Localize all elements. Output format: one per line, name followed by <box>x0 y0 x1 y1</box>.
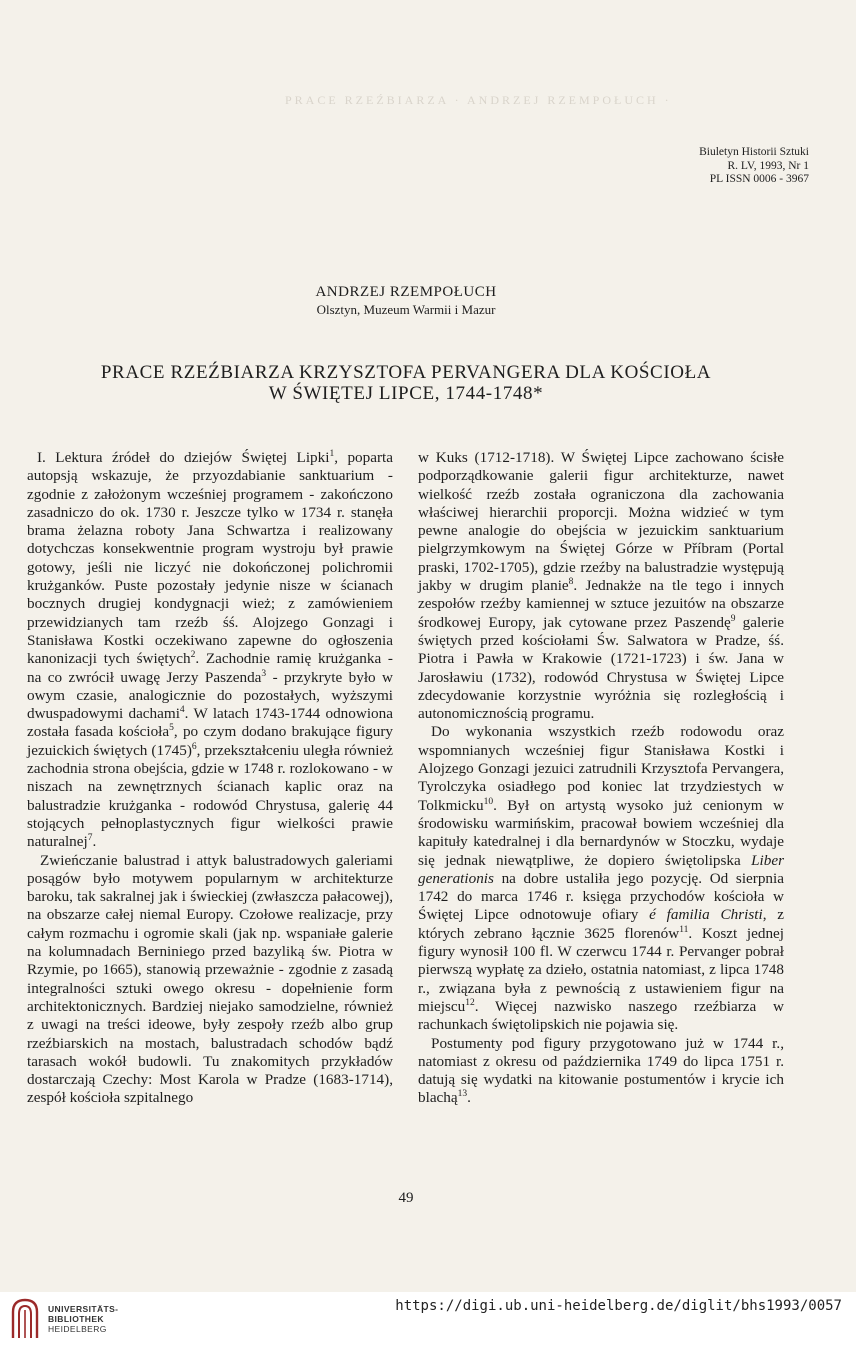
library-name-line-1: UNIVERSITÄTS- <box>48 1304 119 1314</box>
bleed-through-text: PRACE RZEŹBIARZA · ANDRZEJ RZEMPOŁUCH · <box>285 93 672 107</box>
journal-volume: R. LV, 1993, Nr 1 <box>727 159 809 172</box>
paragraph: Do wykonania wszystkich rzeźb rodowodu oraz wspomnianych wcześniej figur Stanisława Kostki i Alojzego Gonzagi jezuici zatrudnili Krzysztofa Pervangera, Tyrolczyka osiadłego pod koniec lat trzydziestych w Tolkmicku$^{10}$. Był on artystą wysoko już cenionym w środowisku warmińskim, pracował bowiem wcześniej dla kapituły katedralnej i dla bernardynów w Stoczku, wydaje się jednak niewątpliwe, że dopiero świętolipska Liber generationis na dobre ustaliła jego pozycję. Od sierpnia 1742 do marca 1746 r. księga przychodów kościoła w Świętej Lipce odnotowuje ofiary é familia Christi, z których zebrano łącznie 3625 florenów$^{11}$. Koszt jednej figury wynosił 100 fl. W czerwcu 1744 r. Pervanger pobrał pierwszą wypłatę za dzieło, ostatnia natomiast, z lipca 1748 r., związana była z pewnością z ustawieniem figur na miejscu$^{12}$. Więcej nazwisko naszego rzeźbiarza w rachunkach świętolipskich nie pojawia się. <box>418 723 784 1034</box>
library-name-line-2: BIBLIOTHEK <box>48 1314 104 1324</box>
library-logo-icon <box>10 1296 40 1340</box>
footnote-ref: 4 <box>179 705 185 716</box>
library-name-line-3: HEIDELBERG <box>48 1324 107 1334</box>
paragraph: Postumenty pod figury przygotowano już w 1744 r., natomiast z okresu od października 1749 do lipca 1751 r. datują się wydatki na kitowanie postumentów i krycie ich blachą$^{13}$. <box>418 1034 784 1107</box>
footnote-ref: 7 <box>87 833 93 844</box>
footnote-ref: 5 <box>169 723 174 734</box>
page-number: 49 <box>398 1190 414 1206</box>
library-name <box>48 1304 118 1334</box>
footnote-ref: 8 <box>568 577 574 588</box>
journal-issn: PL ISSN 0006 - 3967 <box>709 173 809 185</box>
journal-title: Biuletyn Historii Sztuki <box>699 146 809 158</box>
footnote-ref: 10 <box>483 796 494 807</box>
footnote-ref: 13 <box>457 1089 468 1100</box>
footnote-ref: 12 <box>465 997 475 1008</box>
article-title <box>0 362 812 404</box>
paragraph: w Kuks (1712-1718). W Świętej Lipce zachowano ścisłe podporządkowanie galerii figur architekturze, nawet wielkość rzeźb została ograniczona dla zachowania właściwej hierarchii proporcji. Można widzieć w tym pewne analogie do obejścia w jezuickim sanktuarium pielgrzymkowym na Świętej Górze w Příbram (Portal praski, 1702-1705), gdzie rzeźby na balustradzie występują jakby w drugim planie$^8$. Jednakże na tle tego i innych zespołów rzeźby kamiennej w sztuce jezuitów na obszarze środkowej Europy, jak cytowane przez Paszendę$^9$ galerie świętych przed kościołami Św. Salwatora w Pradze, śś. Piotra i Pawła w Krakowie (1721-1723) i św. Jana w Jarosławiu (1732), rodowód Chrystusa w Świętej Lipce zdecydowanie korzystnie wyróżnia się rozległością i autonomicznością programu. <box>418 449 784 723</box>
footnote-ref: 2 <box>190 650 196 661</box>
journal-info <box>589 146 809 187</box>
author-affiliation: Olsztyn, Muzeum Warmii i Mazur <box>316 302 496 317</box>
footnote-ref: 11 <box>679 924 689 935</box>
title-line-2: W ŚWIĘTEJ LIPCE, 1744-1748* <box>268 383 544 404</box>
text-column-left <box>27 449 393 1108</box>
footnote-ref: 6 <box>191 741 197 752</box>
paragraph: I. Lektura źródeł do dziejów Świętej Lipki$^1$, poparta autopsją wskazuje, że przyozdabianie sanktuarium - zgodnie z założonym wcześniej programem - zakończono zasadniczo do ok. 1730 r. Jeszcze tylko w 1734 r. stanęła brama żelazna roboty Jana Schwartza i realizowany dotychczas konsekwentnie program wystroju był prawie gotowy, jeśli nie liczyć nie dokończonej polichromii krużganków. Puste pozostały jedynie nisze w ścianach bocznych drugiej kondygnacji wież; z zamówieniem przewidzianych tam rzeźb śś. Alojzego Gonzagi i Stanisława Kostki oczekiwano zapewne do ogłoszenia kanonizacji tych świętych$^2$. Zachodnie ramię krużganka - na co zwrócił uwagę Jerzy Paszenda$^3$ - przykryte było w owym czasie, analogicznie do pozostałych, wyższymi dwuspadowymi dachami$^4$. W latach 1743-1744 odnowiona została fasada kościoła$^5$, po czym dodano brakujące figury jezuickich świętych $(1745)^6$, przekształceniu uległa również zachodnia strona obejścia, gdzie w 1748 r. rozlokowano - w niszach na zewnętrznych ścianach kaplic oraz na balustradzie krużganka - rodowód Chrystusa, galerię 44 stojących pełnoplastycznych figur wielkości prawie naturalnej$^7$. <box>27 449 394 851</box>
footnote-ref: 1 <box>329 449 335 459</box>
author-name: ANDRZEJ RZEMPOŁUCH <box>315 284 497 300</box>
title-line-1: PRACE RZEŹBIARZA KRZYSZTOFA PERVANGERA DLA KOŚCIOŁA <box>100 362 712 383</box>
footnote-ref: 3 <box>261 668 267 679</box>
source-url-link[interactable]: https://digi.ub.uni-heidelberg.de/diglit/bhs1993/0057 <box>395 1298 842 1314</box>
text-column-right <box>418 449 784 1108</box>
footnote-ref: 9 <box>730 613 736 624</box>
paragraph: Zwieńczanie balustrad i attyk balustradowych galeriami posągów było motywem popularnym w architekturze baroku, tak sakralnej jak i świeckiej (zwłaszcza pałacowej), na obszarze całej niemal Europy. Czołowe realizacje, przy całym rozmachu i ogromie skali (jak np. wspaniałe galerie na kolumnadach Berniniego przed bazyliką św. Piotra w Rzymie, po 1665), stanowią przeważnie - zgodnie z zasadą integralności sztuki owego okresu - dopełnienie form architektonicznych. Bardziej niejako samodzielne, również z uwagi na treści ideowe, były zespoły rzeźb albo grup rzeźbiarskich na mostach, balustradach schodów bądź tarasach wokół budowli. Tu znakomitych przykładów dostarczają Czechy: Most Karola w Pradze (1683-1714), zespół kościoła szpitalnego <box>27 851 393 1107</box>
